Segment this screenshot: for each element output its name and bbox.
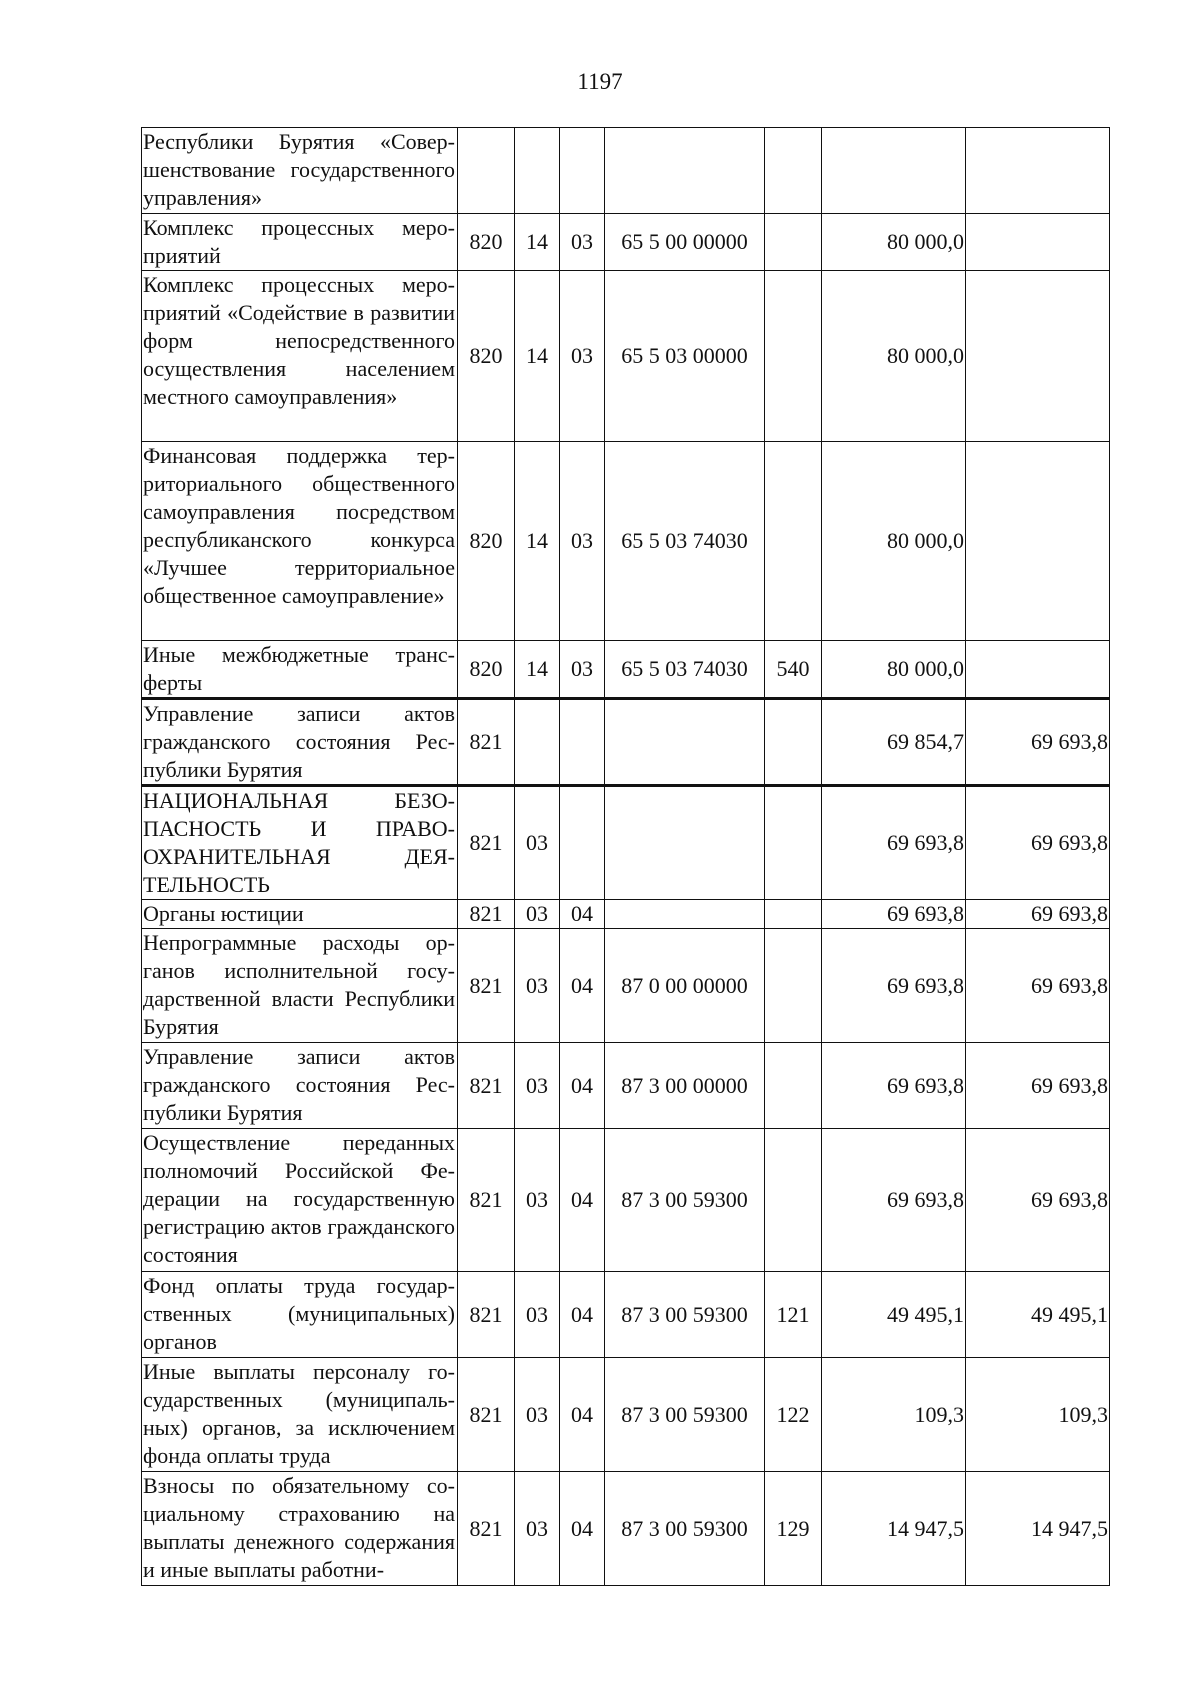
cell-pr: 03 bbox=[560, 641, 605, 699]
cell-pr: 03 bbox=[560, 271, 605, 442]
cell-ved: 821 bbox=[458, 699, 515, 786]
cell-vr: 540 bbox=[765, 641, 822, 699]
cell-vr bbox=[765, 786, 822, 900]
cell-vr bbox=[765, 1129, 822, 1272]
cell-rz: 14 bbox=[515, 271, 560, 442]
cell-ved: 820 bbox=[458, 214, 515, 271]
row-name: НАЦИОНАЛЬНАЯ БЕЗОПАСНОСТЬ И ПРАВООХРАНИТЕЛЬНАЯ ДЕЯТЕЛЬНОСТЬ bbox=[142, 786, 458, 900]
table-row bbox=[142, 442, 1110, 641]
cell-csr: 87 0 00 00000 bbox=[605, 929, 765, 1043]
table-row bbox=[142, 271, 1110, 442]
cell-vr bbox=[765, 271, 822, 442]
cell-sum1: 80 000,0 bbox=[822, 214, 966, 271]
cell-sum1: 69 854,7 bbox=[822, 699, 966, 786]
cell-vr bbox=[765, 900, 822, 929]
cell-vr bbox=[765, 929, 822, 1043]
page-number: 1197 bbox=[577, 69, 623, 94]
cell-vr: 121 bbox=[765, 1272, 822, 1358]
cell-vr bbox=[765, 214, 822, 271]
cell-rz: 03 bbox=[515, 929, 560, 1043]
cell-csr: 65 5 00 00000 bbox=[605, 214, 765, 271]
cell-csr: 87 3 00 59300 bbox=[605, 1358, 765, 1472]
cell-sum2: 14 947,5 bbox=[966, 1472, 1110, 1586]
row-name: Управление записи актов гражданского состояния Республики Бурятия bbox=[142, 699, 458, 786]
row-name: Взносы по обязательному социальному страхованию на выплаты денежного содержания и иные выплаты работни- bbox=[142, 1472, 458, 1586]
cell-sum2: 69 693,8 bbox=[966, 699, 1110, 786]
cell-pr bbox=[560, 128, 605, 214]
cell-sum1: 69 693,8 bbox=[822, 929, 966, 1043]
cell-ved: 820 bbox=[458, 641, 515, 699]
cell-ved: 821 bbox=[458, 900, 515, 929]
cell-sum1 bbox=[822, 128, 966, 214]
table-row bbox=[142, 641, 1110, 699]
cell-rz: 03 bbox=[515, 1043, 560, 1129]
cell-vr bbox=[765, 128, 822, 214]
cell-sum2: 69 693,8 bbox=[966, 1043, 1110, 1129]
row-name: Комплекс процессных мероприятий bbox=[142, 214, 458, 271]
row-name: Финансовая поддержка территориального общественного самоуправления посредством республиканского конкурса «Лучшее территориальное общественное самоуправление» bbox=[142, 442, 458, 641]
row-name: Фонд оплаты труда государственных (муниципальных) органов bbox=[142, 1272, 458, 1358]
cell-ved: 821 bbox=[458, 786, 515, 900]
cell-ved: 821 bbox=[458, 929, 515, 1043]
cell-vr: 129 bbox=[765, 1472, 822, 1586]
cell-sum2: 69 693,8 bbox=[966, 929, 1110, 1043]
cell-rz: 03 bbox=[515, 1472, 560, 1586]
cell-csr: 87 3 00 00000 bbox=[605, 1043, 765, 1129]
cell-rz: 03 bbox=[515, 1358, 560, 1472]
cell-sum2 bbox=[966, 641, 1110, 699]
cell-sum2: 69 693,8 bbox=[966, 1129, 1110, 1272]
cell-ved: 820 bbox=[458, 271, 515, 442]
cell-sum2 bbox=[966, 128, 1110, 214]
cell-sum2: 69 693,8 bbox=[966, 900, 1110, 929]
cell-pr bbox=[560, 786, 605, 900]
table-row bbox=[142, 1272, 1110, 1358]
cell-sum1: 69 693,8 bbox=[822, 900, 966, 929]
row-name: Иные выплаты персоналу государственных (муниципальных) органов, за исключением фонда оплаты труда bbox=[142, 1358, 458, 1472]
cell-ved: 821 bbox=[458, 1358, 515, 1472]
cell-ved: 821 bbox=[458, 1472, 515, 1586]
cell-ved: 821 bbox=[458, 1272, 515, 1358]
cell-csr bbox=[605, 699, 765, 786]
row-name: Иные межбюджетные трансферты bbox=[142, 641, 458, 699]
table-row bbox=[142, 786, 1110, 900]
cell-sum1: 80 000,0 bbox=[822, 442, 966, 641]
table-row bbox=[142, 699, 1110, 786]
cell-sum1: 80 000,0 bbox=[822, 271, 966, 442]
cell-csr bbox=[605, 900, 765, 929]
cell-ved: 820 bbox=[458, 442, 515, 641]
cell-csr bbox=[605, 128, 765, 214]
cell-rz: 14 bbox=[515, 214, 560, 271]
row-name: Осуществление переданных полномочий Российской Федерации на государственную регистрацию актов гражданского состояния bbox=[142, 1129, 458, 1272]
cell-sum1: 49 495,1 bbox=[822, 1272, 966, 1358]
cell-sum2: 69 693,8 bbox=[966, 786, 1110, 900]
cell-sum1: 69 693,8 bbox=[822, 1129, 966, 1272]
table-row bbox=[142, 1043, 1110, 1129]
table-row bbox=[142, 214, 1110, 271]
cell-rz: 03 bbox=[515, 900, 560, 929]
cell-rz: 14 bbox=[515, 442, 560, 641]
cell-rz bbox=[515, 699, 560, 786]
cell-sum2 bbox=[966, 442, 1110, 641]
cell-pr: 04 bbox=[560, 929, 605, 1043]
cell-pr: 04 bbox=[560, 1043, 605, 1129]
budget-table bbox=[141, 127, 1110, 1586]
cell-pr: 04 bbox=[560, 900, 605, 929]
cell-sum1: 80 000,0 bbox=[822, 641, 966, 699]
cell-sum1: 69 693,8 bbox=[822, 1043, 966, 1129]
cell-vr bbox=[765, 1043, 822, 1129]
cell-sum2: 49 495,1 bbox=[966, 1272, 1110, 1358]
row-name: Непрограммные расходы органов исполнительной государственной власти Республики Бурятия bbox=[142, 929, 458, 1043]
cell-pr: 04 bbox=[560, 1358, 605, 1472]
cell-csr: 65 5 03 00000 bbox=[605, 271, 765, 442]
cell-csr: 65 5 03 74030 bbox=[605, 641, 765, 699]
table-row bbox=[142, 1472, 1110, 1586]
cell-sum1: 109,3 bbox=[822, 1358, 966, 1472]
table-row bbox=[142, 128, 1110, 214]
cell-sum1: 14 947,5 bbox=[822, 1472, 966, 1586]
cell-rz: 03 bbox=[515, 1272, 560, 1358]
row-name: Комплекс процессных мероприятий «Содействие в развитии форм непосредственного осуществления населением местного самоуправления» bbox=[142, 271, 458, 442]
cell-csr: 87 3 00 59300 bbox=[605, 1129, 765, 1272]
cell-ved bbox=[458, 128, 515, 214]
row-name: Органы юстиции bbox=[142, 900, 458, 929]
cell-ved: 821 bbox=[458, 1129, 515, 1272]
cell-sum2: 109,3 bbox=[966, 1358, 1110, 1472]
cell-pr: 04 bbox=[560, 1272, 605, 1358]
cell-rz: 14 bbox=[515, 641, 560, 699]
row-name: Управление записи актов гражданского состояния Республики Бурятия bbox=[142, 1043, 458, 1129]
cell-csr: 87 3 00 59300 bbox=[605, 1472, 765, 1586]
table-row bbox=[142, 1129, 1110, 1272]
cell-sum1: 69 693,8 bbox=[822, 786, 966, 900]
cell-rz: 03 bbox=[515, 786, 560, 900]
cell-ved: 821 bbox=[458, 1043, 515, 1129]
cell-vr bbox=[765, 442, 822, 641]
cell-pr bbox=[560, 699, 605, 786]
cell-pr: 03 bbox=[560, 442, 605, 641]
cell-csr bbox=[605, 786, 765, 900]
cell-pr: 03 bbox=[560, 214, 605, 271]
table-row bbox=[142, 900, 1110, 929]
table-row bbox=[142, 1358, 1110, 1472]
cell-csr: 87 3 00 59300 bbox=[605, 1272, 765, 1358]
cell-vr bbox=[765, 699, 822, 786]
cell-pr: 04 bbox=[560, 1129, 605, 1272]
cell-sum2 bbox=[966, 271, 1110, 442]
table-row bbox=[142, 929, 1110, 1043]
cell-rz: 03 bbox=[515, 1129, 560, 1272]
cell-sum2 bbox=[966, 214, 1110, 271]
cell-vr: 122 bbox=[765, 1358, 822, 1472]
row-name: Республики Бурятия «Совершенствование государственного управления» bbox=[142, 128, 458, 214]
cell-csr: 65 5 03 74030 bbox=[605, 442, 765, 641]
cell-rz bbox=[515, 128, 560, 214]
cell-pr: 04 bbox=[560, 1472, 605, 1586]
